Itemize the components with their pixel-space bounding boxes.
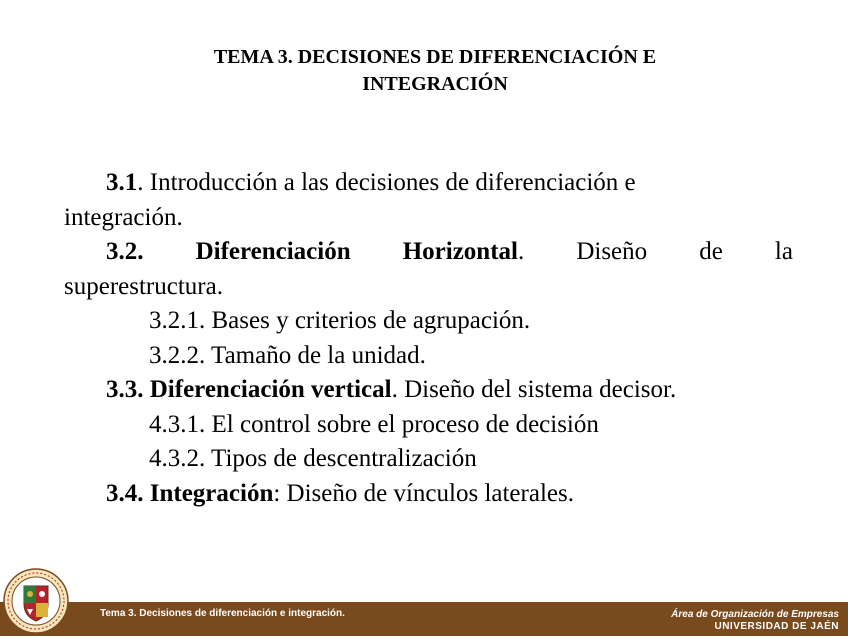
outline-sub-4-3-1: 4.3.1. El control sobre el proceso de decisión [149,410,599,438]
outline-item-3-1 [64,166,793,201]
footer-institution [671,609,839,633]
item-text: : Diseño de vínculos laterales. [273,479,574,507]
outline-item-3-3 [64,373,793,408]
footer-bar [0,602,848,636]
outline [64,166,793,511]
outline-sub-4-3-2: 4.3.2. Tipos de descentralización [149,445,477,472]
item-number: 3.1 [106,169,138,196]
item-word: Diferenciación [195,238,351,265]
item-word: la [774,238,793,265]
outline-sub-3-2-1: 3.2.1. Bases y criterios de agrupación. [149,307,531,334]
outline-item-3-2 [64,235,793,270]
item-word: de [699,238,723,265]
outline-item-3-2-cont: superestructura. [64,272,223,300]
outline-item-3-4 [64,477,793,512]
item-heading: 3.4. Integración [106,479,274,507]
item-text: . Diseño del sistema decisor. [391,376,677,403]
outline-sub-3-2-2: 3.2.2. Tamaño de la unidad. [149,341,426,369]
footer-university: UNIVERSIDAD DE JAÉN [714,621,839,632]
item-word-group [403,235,525,270]
item-number: 3.2. [106,238,144,265]
item-word: Horizontal [402,238,518,265]
item-text: . Introducción a las decisiones de diferenciación e [137,169,636,196]
outline-item-3-1-cont: integración. [64,203,183,231]
item-heading: 3.3. Diferenciación vertical [106,376,392,403]
title-line-1: TEMA 3. DECISIONES DE DIFERENCIACIÓN E [213,46,657,68]
footer-topic: Tema 3. Decisiones de diferenciación e integración. [100,608,345,619]
page-title [130,44,740,98]
title-line-2: INTEGRACIÓN [362,73,508,95]
item-word: Diseño [576,238,648,265]
footer-area: Área de Organización de Empresas [671,609,839,620]
university-seal-icon [3,568,69,634]
item-punct: . [517,238,525,265]
